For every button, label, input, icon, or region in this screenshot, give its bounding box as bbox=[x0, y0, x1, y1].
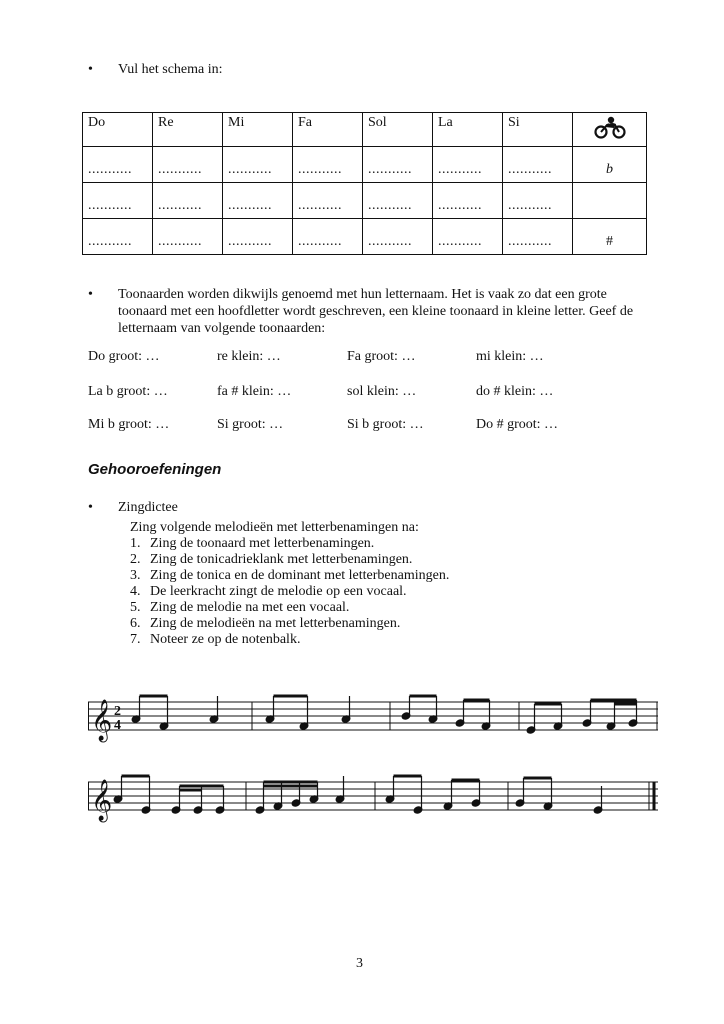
key-item: fa # klein: … bbox=[217, 384, 292, 399]
header-cell: Fa bbox=[293, 113, 363, 147]
blank-cell[interactable]: ........... bbox=[83, 219, 153, 255]
treble-clef-icon: 𝄞 bbox=[91, 700, 113, 741]
bullet-icon: • bbox=[88, 287, 93, 302]
key-item: Fa groot: … bbox=[347, 349, 416, 364]
motorcycle-icon bbox=[593, 115, 627, 139]
time-signature-bottom: 4 bbox=[114, 718, 121, 733]
header-cell: Sol bbox=[363, 113, 433, 147]
list-item: 2. Zing de tonicadrieklank met letterbenamingen. bbox=[130, 552, 413, 567]
key-item: Si b groot: … bbox=[347, 417, 424, 432]
sharp-symbol: # bbox=[573, 219, 647, 255]
blank-cell[interactable]: ........... bbox=[293, 219, 363, 255]
blank-cell[interactable]: ........... bbox=[363, 183, 433, 219]
treble-clef-icon: 𝄞 bbox=[91, 780, 113, 821]
blank-cell[interactable]: ........... bbox=[83, 147, 153, 183]
key-names-paragraph: • Toonaarden worden dikwijls genoemd met hun letternaam. Het is vaak zo dat een grote toonaard met een hoofdletter wordt geschreven, een kleine toonaard in kleine letter. Geef de letternaam van volgende toonaarden: bbox=[88, 287, 634, 336]
blank-cell[interactable]: ........... bbox=[503, 219, 573, 255]
blank-cell[interactable]: ........... bbox=[153, 219, 223, 255]
section-title: Gehooroefeningen bbox=[88, 461, 222, 478]
list-item: 7. Noteer ze op de notenbalk. bbox=[130, 632, 301, 647]
header-cell: La bbox=[433, 113, 503, 147]
blank-cell[interactable]: ........... bbox=[223, 147, 293, 183]
key-item: re klein: … bbox=[217, 349, 281, 364]
blank-cell[interactable]: ........... bbox=[83, 183, 153, 219]
bullet-icon: • bbox=[88, 62, 93, 77]
blank-cell[interactable]: ........... bbox=[503, 147, 573, 183]
header-cell: Do bbox=[83, 113, 153, 147]
blank-cell[interactable]: ........... bbox=[293, 183, 363, 219]
steps-list bbox=[130, 520, 449, 648]
table-row bbox=[83, 183, 647, 219]
header-cell: Mi bbox=[223, 113, 293, 147]
schema-instruction: • Vul het schema in: bbox=[88, 62, 223, 77]
steps-intro: Zing volgende melodieën met letterbenamingen na: bbox=[130, 520, 419, 535]
key-item: mi klein: … bbox=[476, 349, 544, 364]
key-item: sol klein: … bbox=[347, 384, 417, 399]
list-item: 1. Zing de toonaard met letterbenamingen. bbox=[130, 536, 375, 551]
table-row bbox=[83, 147, 647, 183]
header-cell: Re bbox=[153, 113, 223, 147]
music-staff-1 bbox=[88, 688, 658, 748]
table-row bbox=[83, 219, 647, 255]
list-item: 5. Zing de melodie na met een vocaal. bbox=[130, 600, 350, 615]
list-item: 4. De leerkracht zingt de melodie op een vocaal. bbox=[130, 584, 407, 599]
blank-cell[interactable]: ........... bbox=[153, 147, 223, 183]
list-item: 6. Zing de melodieën na met letterbenamingen. bbox=[130, 616, 401, 631]
music-staff-2 bbox=[88, 768, 658, 828]
page-number: 3 bbox=[356, 956, 363, 971]
key-item: Si groot: … bbox=[217, 417, 284, 432]
list-item: 3. Zing de tonica en de dominant met letterbenamingen. bbox=[130, 568, 450, 583]
blank-cell[interactable]: ........... bbox=[503, 183, 573, 219]
time-signature-top: 2 bbox=[114, 704, 121, 719]
blank-cell[interactable]: ........... bbox=[363, 147, 433, 183]
key-item: Mi b groot: … bbox=[88, 417, 170, 432]
blank-cell[interactable]: ........... bbox=[293, 147, 363, 183]
blank-cell[interactable]: ........... bbox=[363, 219, 433, 255]
key-item: do # klein: … bbox=[476, 384, 554, 399]
bullet-icon: • bbox=[88, 500, 93, 515]
table-header-row bbox=[83, 113, 647, 147]
blank-cell[interactable]: ........... bbox=[433, 147, 503, 183]
blank-cell[interactable]: ........... bbox=[433, 183, 503, 219]
key-item: La b groot: … bbox=[88, 384, 168, 399]
scale-schema-table bbox=[82, 112, 647, 255]
motorcycle-cell bbox=[573, 113, 647, 147]
key-item: Do # groot: … bbox=[476, 417, 559, 432]
dictation-heading: • Zingdictee bbox=[88, 500, 178, 515]
blank-cell[interactable]: ........... bbox=[223, 183, 293, 219]
header-cell: Si bbox=[503, 113, 573, 147]
blank-cell[interactable]: ........... bbox=[223, 219, 293, 255]
blank-cell[interactable]: ........... bbox=[433, 219, 503, 255]
key-item: Do groot: … bbox=[88, 349, 160, 364]
empty-symbol bbox=[573, 183, 647, 219]
flat-symbol: b bbox=[573, 147, 647, 183]
blank-cell[interactable]: ........... bbox=[153, 183, 223, 219]
